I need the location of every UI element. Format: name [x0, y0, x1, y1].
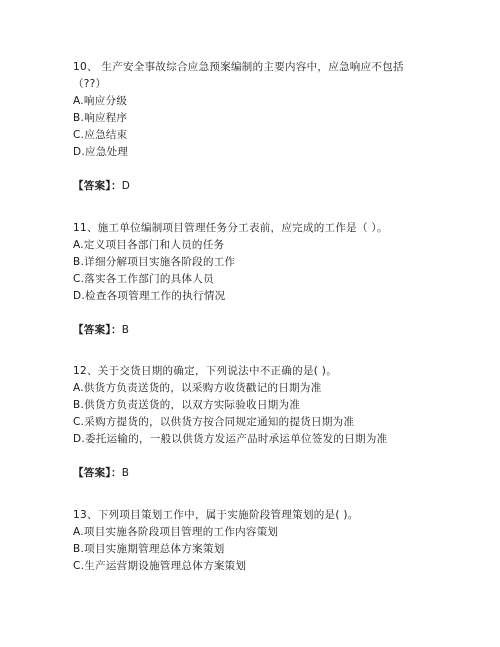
question-12-option-a: A.供货方负责送货的，以采购方收货戳记的日期为准: [73, 382, 322, 394]
question-11-stem: 11、施工单位编制项目管理任务分工表前，应完成的工作是（ ）。: [73, 222, 388, 234]
question-10-option-d: D.应急处理: [73, 146, 129, 158]
answer-value: B: [121, 467, 130, 479]
answer-label: 【答案】：: [73, 324, 122, 336]
answer-label: 【答案】：: [73, 467, 122, 479]
question-11-option-b: B.详细分解项目实施各阶段的工作: [73, 256, 236, 268]
question-12-option-b: B.供货方负责送货的，以双方实际验收日期为准: [73, 399, 301, 411]
question-10-stem-cont: （??）: [73, 78, 107, 90]
question-13-option-a: A.项目实施各阶段项目管理的工作内容策划: [73, 526, 279, 538]
question-13-option-c: C.生产运营期设施管理总体方案策划: [73, 560, 247, 572]
question-11-answer: [73, 323, 129, 337]
question-13-option-b: B.项目实施期管理总体方案策划: [73, 543, 225, 555]
question-10-option-a: A.响应分级: [73, 95, 128, 107]
question-10-option-b: B.响应程序: [73, 112, 128, 124]
question-10-answer: [73, 179, 130, 193]
question-11-option-c: C.落实各工作部门的具体人员: [73, 273, 214, 285]
question-13-stem: 13、下列项目策划工作中，属于实施阶段管理策划的是( )。: [73, 509, 359, 521]
question-12-stem: 12、关于交货日期的确定，下列说法中不正确的是( )。: [73, 365, 337, 377]
question-10-option-c: C.应急结束: [73, 129, 128, 141]
question-11-option-a: A.定义项目各部门和人员的任务: [73, 239, 225, 251]
question-12-answer: [73, 466, 129, 480]
answer-value: D: [121, 180, 131, 192]
question-10-stem: 10、 生产安全事故综合应急预案编制的主要内容中，应急响应不包括: [73, 61, 404, 73]
question-11-option-d: D.检查各项管理工作的执行情况: [73, 290, 226, 302]
question-12-option-c: C.采购方提货的，以供货方按合同规定通知的提货日期为准: [73, 416, 355, 428]
answer-value: B: [121, 324, 130, 336]
question-12-option-d: D.委托运输的，一般以供货方发运产品时承运单位签发的日期为准: [73, 433, 388, 445]
answer-label: 【答案】：: [73, 180, 122, 192]
